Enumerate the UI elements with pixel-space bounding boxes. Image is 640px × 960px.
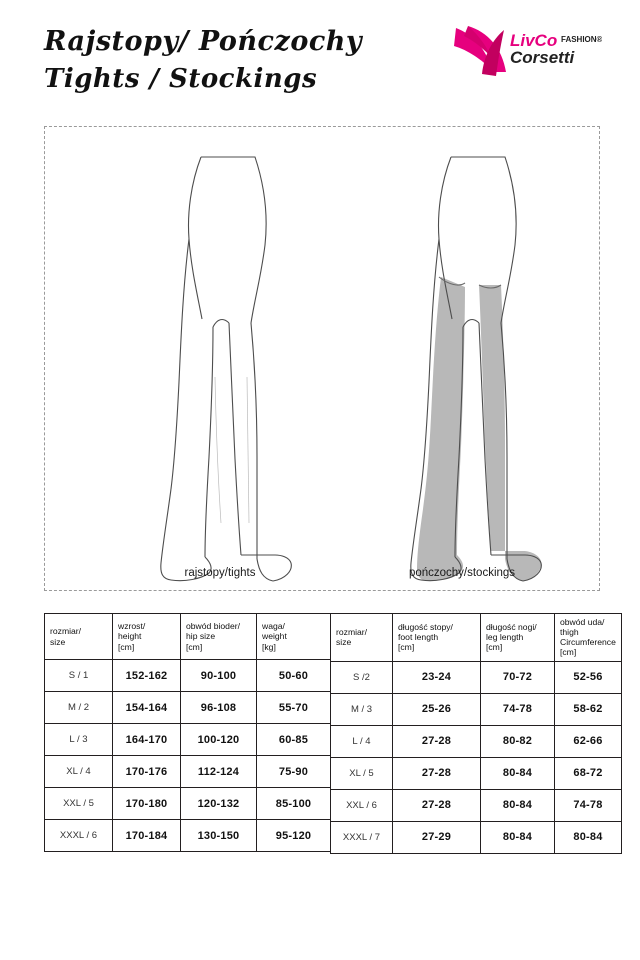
- cell-foot-length: 27-28: [393, 757, 481, 789]
- cell-size: XXL / 5: [45, 788, 113, 820]
- cell-size: M / 3: [331, 693, 393, 725]
- logo-mark-icon: [454, 26, 506, 76]
- cell-foot-length: 27-28: [393, 789, 481, 821]
- table-row: [45, 788, 331, 820]
- title-line-english: Tights / Stockings: [44, 64, 318, 95]
- cell-weight: 95-120: [257, 820, 331, 852]
- table-row: [45, 660, 331, 692]
- cell-thigh: 62-66: [555, 725, 622, 757]
- column-header-size: rozmiar/ size: [331, 614, 393, 662]
- caption-tights: rajstopy/tights: [184, 567, 256, 579]
- cell-hip: 90-100: [181, 660, 257, 692]
- cell-weight: 60-85: [257, 724, 331, 756]
- table-row: [331, 757, 622, 789]
- stockings-figure: [355, 127, 585, 592]
- caption-stockings: pończochy/stockings: [408, 567, 516, 579]
- cell-height: 164-170: [113, 724, 181, 756]
- cell-leg-length: 80-82: [481, 725, 555, 757]
- cell-thigh: 80-84: [555, 821, 622, 853]
- cell-leg-length: 74-78: [481, 693, 555, 725]
- cell-leg-length: 70-72: [481, 661, 555, 693]
- cell-weight: 50-60: [257, 660, 331, 692]
- table-row: [45, 724, 331, 756]
- cell-hip: 100-120: [181, 724, 257, 756]
- table-header-row: [45, 614, 331, 660]
- tights-figure: [105, 127, 335, 592]
- table-row: [331, 661, 622, 693]
- page-title: [44, 22, 464, 99]
- cell-foot-length: 27-28: [393, 725, 481, 757]
- cell-size: L / 4: [331, 725, 393, 757]
- table-row: [45, 692, 331, 724]
- brand-logo: [452, 24, 602, 78]
- cell-size: L / 3: [45, 724, 113, 756]
- cell-hip: 112-124: [181, 756, 257, 788]
- tights-size-table: [44, 613, 331, 852]
- cell-size: XXXL / 6: [45, 820, 113, 852]
- cell-leg-length: 80-84: [481, 757, 555, 789]
- page-header: [0, 0, 640, 122]
- cell-height: 152-162: [113, 660, 181, 692]
- cell-height: 154-164: [113, 692, 181, 724]
- cell-hip: 130-150: [181, 820, 257, 852]
- table-row: [331, 789, 622, 821]
- cell-height: 170-176: [113, 756, 181, 788]
- cell-size: S /2: [331, 661, 393, 693]
- column-header-foot-length: długość stopy/ foot length [cm]: [393, 614, 481, 662]
- cell-thigh: 52-56: [555, 661, 622, 693]
- cell-weight: 85-100: [257, 788, 331, 820]
- table-row: [45, 756, 331, 788]
- table-row: [331, 821, 622, 853]
- cell-hip: 120-132: [181, 788, 257, 820]
- cell-foot-length: 25-26: [393, 693, 481, 725]
- cell-height: 170-184: [113, 820, 181, 852]
- cell-size: XL / 4: [45, 756, 113, 788]
- table-header-row: [331, 614, 622, 662]
- column-header-leg-length: długość nogi/ leg length [cm]: [481, 614, 555, 662]
- svg-text:LivCo: LivCo: [510, 31, 558, 50]
- table-row: [331, 693, 622, 725]
- cell-size: M / 2: [45, 692, 113, 724]
- column-header-size: rozmiar/ size: [45, 614, 113, 660]
- table-row: [331, 725, 622, 757]
- cell-size: XL / 5: [331, 757, 393, 789]
- column-header-hip-size: obwód bioder/ hip size [cm]: [181, 614, 257, 660]
- title-line-polish: Rajstopy/ Pończochy: [44, 26, 363, 57]
- illustration-frame: [44, 126, 600, 591]
- cell-hip: 96-108: [181, 692, 257, 724]
- cell-thigh: 74-78: [555, 789, 622, 821]
- cell-size: S / 1: [45, 660, 113, 692]
- table-row: [45, 820, 331, 852]
- cell-weight: 75-90: [257, 756, 331, 788]
- cell-foot-length: 27-29: [393, 821, 481, 853]
- svg-text:Corsetti: Corsetti: [510, 48, 575, 67]
- column-header-thigh-circumference: obwód uda/ thigh Circumference [cm]: [555, 614, 622, 662]
- column-header-weight: waga/ weight [kg]: [257, 614, 331, 660]
- cell-height: 170-180: [113, 788, 181, 820]
- cell-leg-length: 80-84: [481, 821, 555, 853]
- cell-thigh: 58-62: [555, 693, 622, 725]
- cell-foot-length: 23-24: [393, 661, 481, 693]
- cell-thigh: 68-72: [555, 757, 622, 789]
- cell-leg-length: 80-84: [481, 789, 555, 821]
- stockings-size-table: [330, 613, 622, 854]
- cell-size: XXL / 6: [331, 789, 393, 821]
- cell-weight: 55-70: [257, 692, 331, 724]
- cell-size: XXXL / 7: [331, 821, 393, 853]
- svg-text:FASHION®: FASHION®: [561, 35, 602, 44]
- column-header-height: wzrost/ height [cm]: [113, 614, 181, 660]
